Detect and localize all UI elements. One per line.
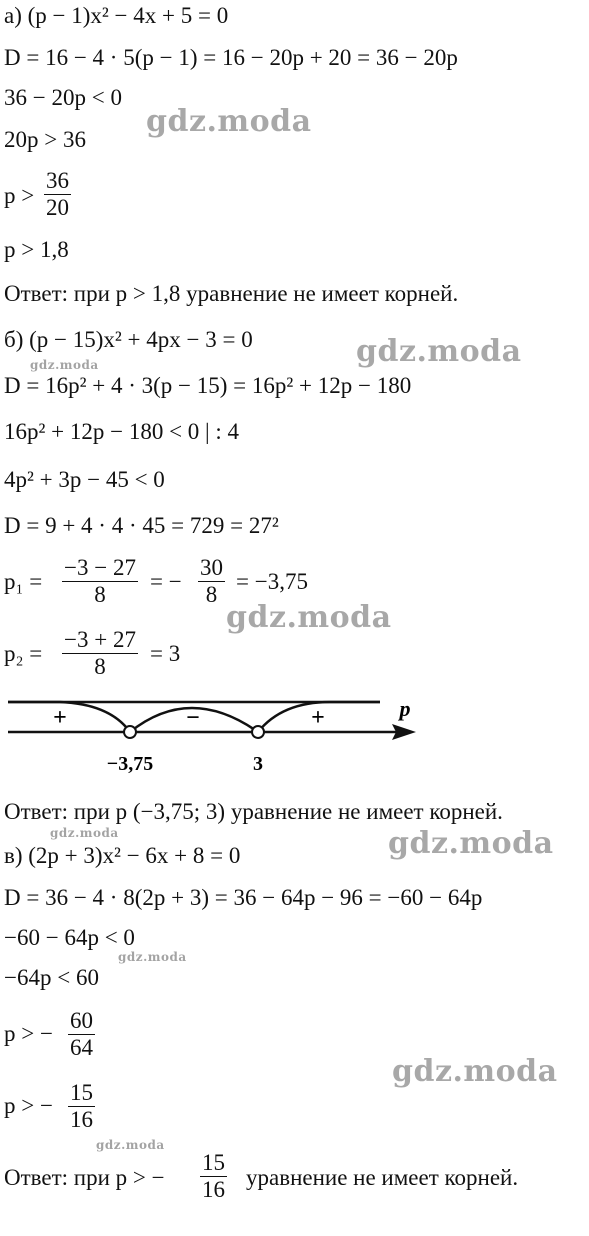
watermark: gdz.moda: [146, 104, 312, 139]
v-f2-num: 15: [70, 1080, 93, 1105]
b-p1-den2: 8: [205, 582, 218, 607]
point-left-label: −3,75: [106, 753, 154, 775]
b-p1-num2: 30: [200, 555, 223, 580]
a-fraction: [44, 168, 71, 221]
sign-minus: −: [186, 705, 200, 731]
b-p1-fraction: [62, 555, 138, 608]
a-discriminant: D = 16 − 4 · 5(p − 1) = 16 − 20p + 20 = 36 − 20p: [4, 45, 458, 70]
b-discriminant-2: D = 9 + 4 · 4 · 45 = 729 = 27²: [4, 513, 279, 538]
v-equation: в) (2p + 3)x² − 6x + 8 = 0: [4, 843, 241, 868]
b-inequality-2: 4p² + 3p − 45 < 0: [4, 467, 165, 492]
number-line: [0, 690, 430, 780]
a-result: p > 1,8: [4, 237, 69, 262]
sign-arc-left: [8, 702, 130, 732]
b-equation: б) (p − 15)x² + 4px − 3 = 0: [4, 327, 253, 352]
v-f1-prefix: p > −: [4, 1021, 53, 1046]
watermark: gdz.moda: [392, 1054, 558, 1089]
v-answer-num: 15: [202, 1150, 225, 1175]
b-inequality-1: 16p² + 12p − 180 < 0 | : 4: [4, 419, 240, 444]
point-right-label: 3: [253, 753, 263, 775]
v-answer-fraction: [200, 1150, 227, 1203]
point-right: [252, 726, 264, 738]
a-answer: Ответ: при p > 1,8 уравнение не имеет корней.: [4, 281, 459, 306]
watermark: gdz.moda: [388, 826, 554, 861]
v-inequality-1: −60 − 64p < 0: [4, 925, 135, 950]
v-f1-den: 64: [70, 1035, 93, 1060]
b-p1-den: 8: [94, 582, 106, 607]
point-left: [124, 726, 136, 738]
a-inequality-2: 20p > 36: [4, 127, 86, 152]
b-p1-lhs: p₁ =: [4, 569, 43, 594]
v-f2-fraction: [68, 1080, 95, 1133]
axis-var-label: p: [399, 696, 411, 721]
v-f1-num: 60: [70, 1008, 93, 1033]
b-p1-mid: = −: [150, 569, 182, 594]
a-fraction-num: 36: [46, 168, 69, 193]
v-answer-den: 16: [202, 1177, 225, 1202]
b-p1-fraction-2: [198, 555, 225, 608]
a-fraction-den: 20: [46, 195, 69, 220]
watermark: gdz.moda: [30, 358, 99, 372]
v-f2-den: 16: [70, 1107, 93, 1132]
v-f1-fraction: [68, 1008, 95, 1061]
v-discriminant: D = 36 − 4 · 8(2p + 3) = 36 − 64p − 96 = −60 − 64p: [4, 885, 483, 910]
watermark: gdz.moda: [226, 600, 392, 635]
b-p2-fraction: [62, 627, 138, 680]
b-discriminant: D = 16p² + 4 · 3(p − 15) = 16p² + 12p − 180: [4, 373, 412, 398]
b-p2-lhs: p₂ =: [4, 641, 43, 666]
watermark: gdz.moda: [356, 334, 522, 369]
watermark: gdz.moda: [50, 826, 119, 840]
a-fraction-prefix: p >: [4, 183, 35, 208]
sign-plus-left: +: [53, 705, 67, 731]
b-p2-den: 8: [94, 654, 106, 679]
sign-plus-right: +: [311, 705, 325, 731]
v-inequality-2: −64p < 60: [4, 965, 99, 990]
a-equation: а) (p − 1)x² − 4x + 5 = 0: [4, 3, 229, 28]
watermark: gdz.moda: [118, 950, 187, 964]
v-f2-prefix: p > −: [4, 1093, 53, 1118]
b-answer: Ответ: при p (−3,75; 3) уравнение не имеет корней.: [4, 799, 503, 824]
watermark: gdz.moda: [96, 1138, 165, 1152]
b-p1-num: −3 − 27: [64, 555, 136, 580]
v-answer-suffix: уравнение не имеет корней.: [246, 1165, 519, 1190]
b-p1-result: = −3,75: [236, 569, 308, 594]
v-answer-prefix: Ответ: при p > −: [4, 1165, 165, 1190]
b-p2-result: = 3: [150, 641, 181, 666]
b-p2-num: −3 + 27: [64, 627, 136, 652]
a-inequality-1: 36 − 20p < 0: [4, 85, 122, 110]
